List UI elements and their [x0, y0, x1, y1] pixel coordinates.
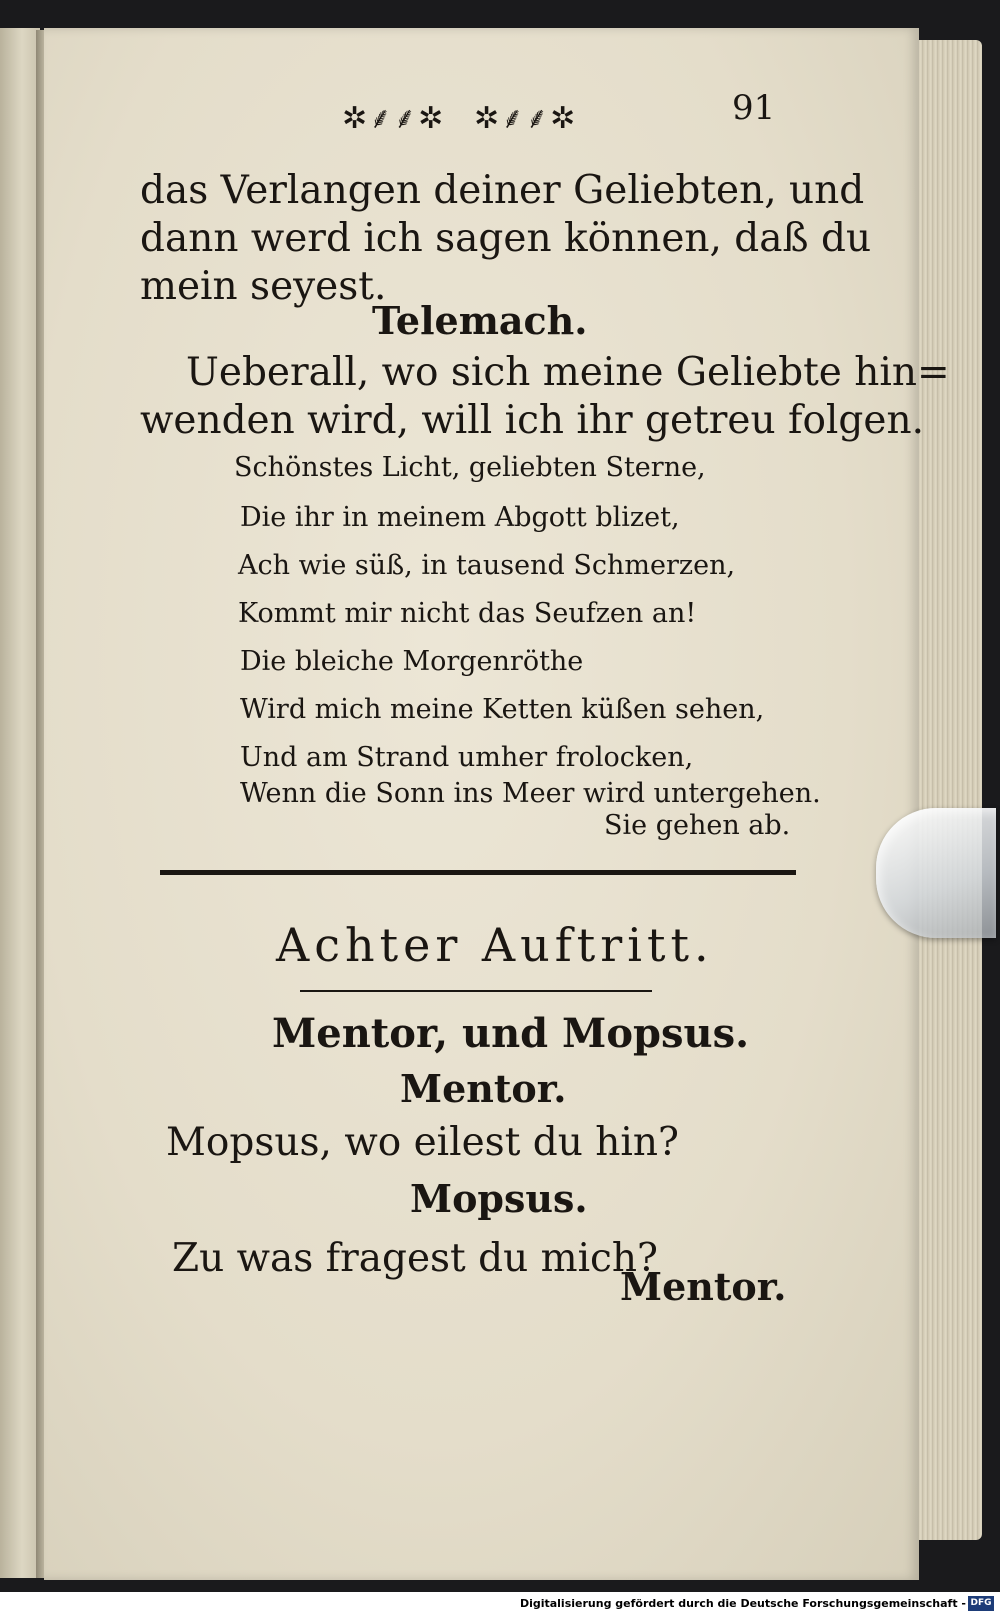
text-line: Mopsus, wo eilest du hin? — [166, 1120, 679, 1165]
speaker-telemach: Telemach. — [372, 298, 588, 343]
text-line: das Verlangen deiner Geliebten, und — [140, 168, 865, 213]
catchword-mentor: Mentor. — [620, 1264, 787, 1309]
text-line: dann werd ich sagen können, daß du — [140, 216, 872, 261]
text-line: Ueberall, wo sich meine Geliebte hin= — [186, 350, 950, 395]
verse-line: Die ihr in meinem Abgott blizet, — [240, 502, 680, 533]
head-ornament-left: ✲⸙⸙✲ — [342, 101, 446, 136]
cast-list: Mentor, und Mopsus. — [272, 1010, 750, 1057]
text-line: mein seyest. — [140, 264, 387, 309]
head-ornament-right: ✲⸙⸙✲ — [474, 101, 578, 136]
verse-line: Ach wie süß, in tausend Schmerzen, — [238, 550, 736, 581]
section-rule — [160, 870, 796, 875]
verse-line: Und am Strand umher frolocken, — [240, 742, 694, 773]
stage-direction: Sie gehen ab. — [604, 810, 791, 841]
dfg-logo: DFG — [968, 1596, 994, 1611]
title-rule — [300, 990, 652, 992]
verse-line: Schönstes Licht, geliebten Sterne, — [234, 452, 706, 483]
scene-title: Achter Auftritt. — [276, 918, 714, 972]
footer-credit: Digitalisierung gefördert durch die Deutsche Forschungsgemeinschaft - — [519, 1597, 966, 1610]
verse-line: Kommt mir nicht das Seufzen an! — [238, 598, 697, 629]
verse-line: Die bleiche Morgenröthe — [240, 646, 584, 677]
speaker-mentor: Mentor. — [400, 1066, 567, 1111]
speaker-mopsus: Mopsus. — [410, 1176, 588, 1221]
text-line: Zu was fragest du mich? — [172, 1236, 658, 1281]
digitization-footer — [0, 1592, 1000, 1617]
verse-line: Wenn die Sonn ins Meer wird untergehen. — [240, 778, 821, 809]
page-number: 91 — [732, 88, 776, 128]
verse-line: Wird mich meine Ketten küßen sehen, — [240, 694, 765, 725]
text-line: wenden wird, will ich ihr getreu folgen. — [140, 398, 924, 443]
